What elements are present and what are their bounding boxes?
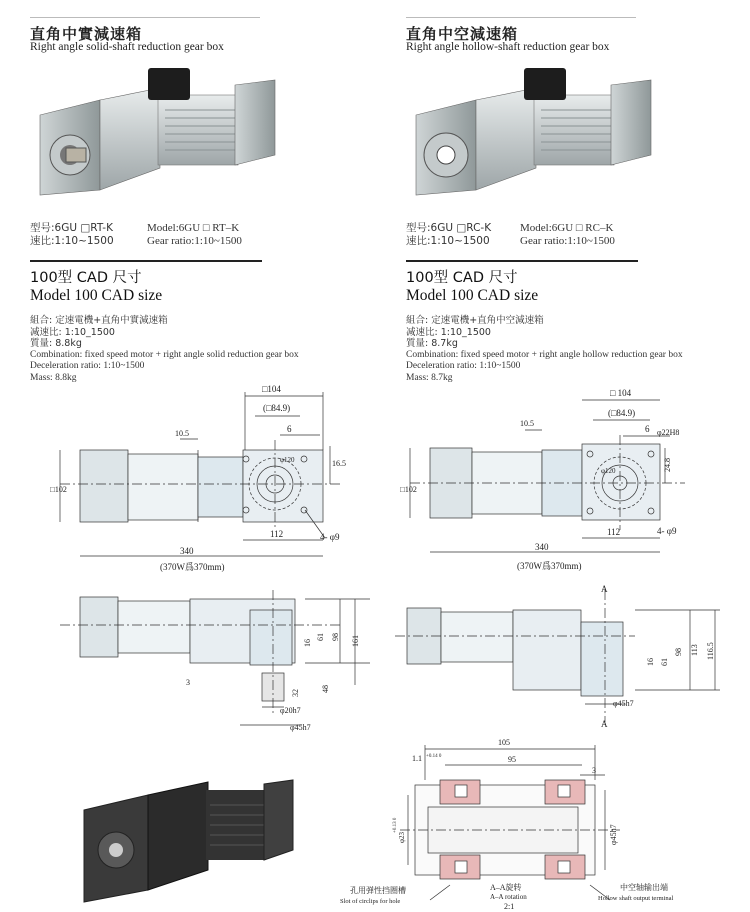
- right-cad-title-en: Model 100 CAD size: [406, 287, 539, 304]
- left-desc-en-1: Combination: fixed speed motor + right angle solid reduction gear box: [30, 349, 299, 360]
- right-dim-phi120: φ120: [601, 467, 616, 475]
- left-dim-phi120: φ120: [280, 456, 295, 464]
- right-dim-holes: 4- φ9: [657, 526, 677, 536]
- left-desc-en-3: Mass: 8.8kg: [30, 372, 77, 383]
- right-cad-title-cn: 100型 CAD 尺寸: [406, 270, 518, 286]
- right-desc-cn-2: 减速比: 1:10_1500: [406, 326, 491, 338]
- right-desc-en-1: Combination: fixed speed motor + right angle hollow reduction gear box: [406, 349, 683, 360]
- left-title-cn: 直角中實減速箱: [30, 25, 143, 43]
- right-side-section-a-bottom: A: [601, 719, 608, 729]
- section-dim-11: 1.1: [412, 754, 422, 763]
- left-side-dim-161: 161: [351, 635, 360, 647]
- right-top-view-drawing: [395, 380, 735, 580]
- rotation-label-cn: A–A旋转: [490, 883, 522, 892]
- hollow-shaft-section-drawing: [330, 735, 740, 910]
- section-dim-23-tol: +0.13 0: [393, 817, 398, 833]
- left-side-dim-32: 32: [291, 689, 300, 697]
- left-dim-holes: 4- φ9: [320, 532, 340, 542]
- slot-label-en: Slot of circlips for hole: [340, 898, 401, 905]
- left-desc-cn-2: 减速比: 1:10_1500: [30, 326, 115, 338]
- rotation-label-en: A–A rotation: [490, 893, 527, 901]
- right-side-view-drawing: [395, 582, 735, 732]
- right-title-en: Right angle hollow-shaft reduction gear box: [406, 41, 610, 53]
- left-cad-title-en: Model 100 CAD size: [30, 287, 163, 304]
- left-dim-104: □104: [262, 384, 281, 394]
- right-model-en: Model:6GU □ RC–K: [520, 222, 614, 234]
- left-desc-en-2: Deceleration ratio: 1:10~1500: [30, 361, 145, 371]
- left-model-en: Model:6GU □ RT–K: [147, 222, 240, 234]
- right-side-dim-61: 61: [660, 658, 669, 666]
- right-desc-en-2: Deceleration ratio: 1:10~1500: [406, 361, 521, 371]
- left-side-dim-48: 48: [321, 685, 330, 693]
- left-ratio-cn: 速比:1:10~1500: [30, 235, 114, 247]
- section-dim-45: φ45h7: [609, 824, 618, 845]
- left-side-dim-3: 3: [186, 678, 190, 687]
- right-desc-en-3: Mass: 8.7kg: [406, 372, 453, 383]
- hollow-shaft-gearbox-photo: [406, 60, 666, 210]
- section-dim-105: 105: [498, 738, 510, 747]
- right-dim-102: □102: [400, 485, 417, 494]
- right-side-dim-phi45: φ45h7: [613, 699, 634, 708]
- left-ratio-en: Gear ratio:1:10~1500: [147, 235, 242, 247]
- right-dim-104: □ 104: [610, 388, 632, 398]
- right-dim-370: (370W爲370mm): [517, 561, 582, 571]
- left-title-en: Right angle solid-shaft reduction gear box: [30, 41, 224, 53]
- left-side-dim-phi20: φ20h7: [280, 706, 301, 715]
- solid-shaft-gearbox-photo: [30, 60, 290, 210]
- left-dim-165: 16.5: [332, 459, 346, 468]
- left-dim-849: (□84.9): [263, 403, 291, 413]
- left-cad-title-cn: 100型 CAD 尺寸: [30, 270, 142, 286]
- left-side-dim-phi45: φ45h7: [290, 723, 311, 732]
- solid-shaft-gearbox-photo-dark: [78, 770, 298, 910]
- right-dim-112: 112: [607, 527, 621, 537]
- left-dim-102: □102: [50, 485, 67, 494]
- left-model-cn: 型号:6GU □RT-K: [30, 222, 113, 234]
- right-side-dim-98: 98: [674, 648, 683, 656]
- right-side-dim-113: 113: [690, 644, 699, 656]
- right-ratio-cn: 速比:1:10~1500: [406, 235, 490, 247]
- section-dim-23: φ23: [398, 831, 406, 843]
- right-desc-cn-3: 質量: 8.7kg: [406, 338, 458, 349]
- terminal-label-en: Hollow shaft output terminal: [598, 895, 674, 902]
- terminal-label-cn: 中空轴输出端: [620, 883, 668, 892]
- section-dim-3: 3: [592, 766, 596, 775]
- slot-label-cn: 孔用弹性挡圈槽: [350, 886, 406, 895]
- right-ratio-en: Gear ratio:1:10~1500: [520, 235, 615, 247]
- right-dim-105: 10.5: [520, 419, 534, 428]
- left-top-view-drawing: [40, 380, 380, 580]
- left-dim-112: 112: [270, 529, 284, 539]
- right-side-dim-1165: 116.5: [706, 642, 715, 660]
- left-side-dim-98: 98: [331, 633, 340, 641]
- left-dim-6: 6: [287, 424, 292, 434]
- left-dim-340: 340: [180, 546, 194, 556]
- right-dim-248: 24.8: [663, 458, 672, 472]
- section-dim-11-tol: +0.14 0: [426, 754, 442, 759]
- right-model-cn: 型号:6GU □RC-K: [406, 222, 492, 234]
- scale-label: 2:1: [504, 902, 515, 910]
- right-dim-6: 6: [645, 424, 650, 434]
- left-desc-cn-3: 質量: 8.8kg: [30, 338, 82, 349]
- right-dim-340: 340: [535, 542, 549, 552]
- left-desc-cn-1: 組合: 定速電機+直角中實減速箱: [30, 315, 168, 326]
- right-side-section-a-top: A: [601, 584, 608, 594]
- right-title-cn: 直角中空減速箱: [406, 25, 519, 43]
- right-desc-cn-1: 組合: 定速電機+直角中空減速箱: [406, 315, 544, 326]
- right-side-dim-16: 16: [646, 658, 655, 666]
- left-dim-105: 10.5: [175, 429, 189, 438]
- left-side-dim-61: 61: [316, 633, 325, 641]
- section-dim-95: 95: [508, 755, 516, 764]
- right-dim-22h8: φ22H8: [657, 428, 680, 437]
- left-dim-370: (370W爲370mm): [160, 562, 225, 572]
- left-side-dim-16: 16: [303, 639, 312, 647]
- right-dim-849: (□84.9): [608, 408, 636, 418]
- left-side-view-drawing: [40, 585, 380, 745]
